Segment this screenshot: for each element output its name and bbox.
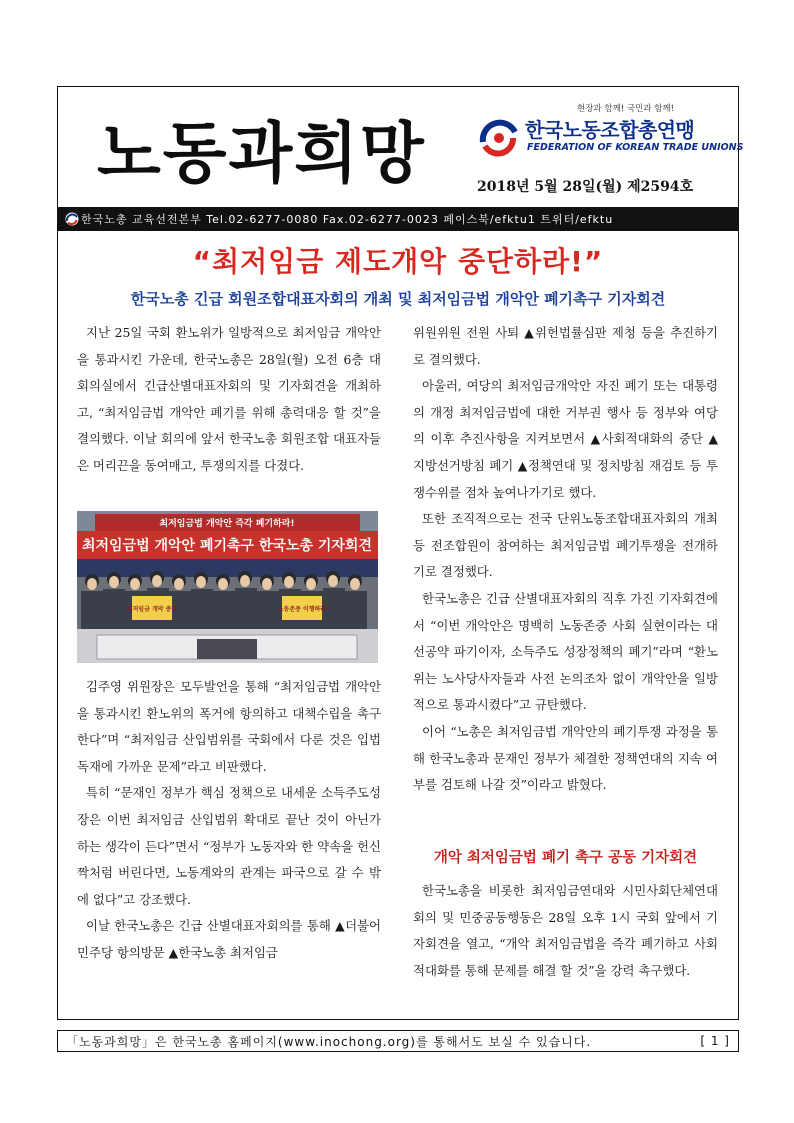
paragraph: 아울러, 여당의 최저임금개악안 자진 폐기 또는 대통령의 개정 최저임금법에 대한 거부권 행사 등 정부와 여당의 이후 추진사항을 지켜보면서 ▲사회적대화의 중단 ▲지방선거방침 폐기 ▲정책연대 및 정치방침 재검토 등 투쟁수위를 점차 높여나가기로 했다. bbox=[413, 378, 718, 500]
info-bar bbox=[57, 207, 739, 231]
federation-block bbox=[477, 102, 744, 172]
photo-illustration bbox=[77, 511, 378, 663]
press-conference-photo bbox=[77, 511, 378, 663]
protest-sign-right-text: 노동존중 이행하라 bbox=[277, 606, 327, 613]
nameplate-title: 노동과희망 bbox=[97, 114, 426, 192]
banner-top-text: 최저임금법 개악안 즉각 폐기하라! bbox=[159, 519, 295, 529]
right-column bbox=[413, 320, 718, 799]
footer bbox=[57, 1030, 739, 1052]
contact-info: 한국노총 교육선전본부 Tel.02-6277-0080 Fax.02-6277-0023 페이스북/efktu1 트위터/efktu bbox=[81, 213, 614, 226]
footer-text: 「노동과희망」은 한국노총 홈페이지(www.inochong.org)를 통해서도 보실 수 있습니다. bbox=[66, 1034, 592, 1049]
banner-main-text: 최저임금법 개악안 폐기촉구 한국노총 기자회견 bbox=[82, 538, 372, 554]
left-column-bottom bbox=[77, 674, 381, 967]
protest-sign-left-text: 최저임금 개악 중단 bbox=[126, 606, 178, 613]
fktu-logo-icon bbox=[477, 114, 521, 158]
paragraph: 이어 “노총은 최저임금법 개악안의 폐기투쟁 과정을 통해 한국노총과 문재인 정부가 체결한 정책연대의 지속 여부를 검토해 나갈 것”이라고 밝혔다. bbox=[413, 723, 718, 793]
issue-date: 2018년 5월 28일(월) 제2594호 bbox=[477, 179, 694, 195]
paragraph: 위원위원 전원 사퇴 ▲위헌법률심판 제청 등을 추진하기로 결의했다. bbox=[413, 325, 718, 367]
federation-slogan: 현장과 함께! 국민과 함께! bbox=[577, 104, 675, 114]
main-headline: “최저임금 제도개악 중단하라!” bbox=[192, 245, 604, 278]
paragraph: 김주영 위원장은 모두발언을 통해 “최저임금법 개악안을 통과시킨 환노위의 폭거에 항의하고 대책수립을 촉구한다”며 “최저임금 산입범위를 국회에서 다룬 것은 입법 독재에 가까운 문제”라고 비판했다. bbox=[77, 679, 381, 774]
paragraph: 특히 “문재인 정부가 핵심 정책으로 내세운 소득주도성장은 이번 최저임금 산입범위 확대로 끝난 것이 아닌가 하는 생각이 든다”면서 “정부가 노동자와 한 약속을 헌신짝처럼 버린다면, 노동계와의 관계는 파국으로 갈 수 밖에 없다”고 강조했다. bbox=[77, 785, 381, 907]
left-column-top bbox=[77, 320, 381, 480]
paragraph: 이날 한국노총은 긴급 산별대표자회의를 통해 ▲더불어민주당 항의방문 ▲한국노총 최저임금 bbox=[77, 918, 381, 960]
fktu-small-logo-icon bbox=[65, 212, 79, 226]
paragraph: 한국노총은 긴급 산별대표자회의 직후 가진 기자회견에서 “이번 개악안은 명백히 노동존중 사회 실현이라는 대선공약 파기이자, 소득주도 성장정책의 폐기”라며 “환노위는 노사당사자들과 사전 논의조차 없이 개악안을 일방적으로 통과시켰다”고 규탄했다. bbox=[413, 590, 718, 713]
page-number: [ 1 ] bbox=[700, 1034, 730, 1048]
paragraph: 또한 조직적으로는 전국 단위노동조합대표자회의 개최 등 전조합원이 참여하는 최저임금법 폐기투쟁을 전개하기로 결정했다. bbox=[413, 511, 718, 580]
paragraph: 지난 25일 국회 환노위가 일방적으로 최저임금 개악안을 통과시킨 가운데, 한국노총은 28일(월) 오전 6층 대회의실에서 긴급산별대표자회의 및 기자회견을 개최하고, “최저임금법 개악안 폐기를 위해 총력대응 할 것”을 결의했다. 이날 회의에 앞서 한국노총 회원조합 대표자들은 머리끈을 동여매고, 투쟁의지를 다졌다. bbox=[77, 325, 381, 473]
section-heading: 개악 최저임금법 폐기 촉구 공동 기자회견 bbox=[433, 850, 698, 866]
federation-name-ko: 한국노동조합총연맹 bbox=[525, 118, 695, 142]
paragraph: 한국노총을 비롯한 최저임금연대와 시민사회단체연대회의 및 민중공동행동은 28일 오후 1시 국회 앞에서 기자회견을 열고, “개악 최저임금법을 즉각 폐기하고 사회적대화를 통해 문제를 해결 할 것”을 강력 촉구했다. bbox=[413, 883, 718, 978]
right-column-section2 bbox=[413, 878, 718, 984]
masthead bbox=[57, 86, 744, 206]
federation-name-en: FEDERATION OF KOREAN TRADE UNIONS bbox=[527, 142, 744, 153]
sub-headline: 한국노총 긴급 회원조합대표자회의 개최 및 최저임금법 개악안 폐기촉구 기자회견 bbox=[130, 290, 666, 308]
